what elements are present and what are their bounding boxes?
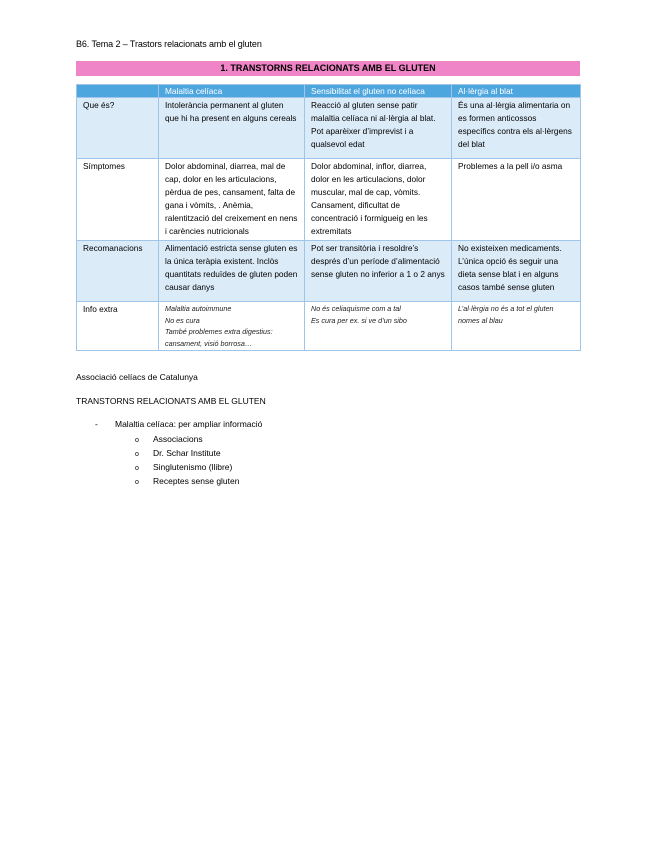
row-label: Info extra [77, 302, 159, 351]
table-row [77, 98, 581, 159]
column-header: Sensibilitat el gluten no celíaca [305, 85, 452, 98]
table-cell: Alimentació estricta sense gluten es la única teràpia existent. Inclòs quantitats reduïdes de gluten poden causar danys [159, 241, 305, 302]
sub-list-item [135, 474, 239, 488]
bullet-marker: o [135, 451, 139, 458]
bullet-marker: o [135, 465, 139, 472]
row-label: Símptomes [77, 159, 159, 241]
table-cell: És una al·lèrgia alimentaria on es formen anticossos específics contra els al·lèrgens del blat [452, 98, 581, 159]
column-header: Al·lèrgia al blat [452, 85, 581, 98]
table-cell: Malaltia autoimmune No es cura També problemes extra digestius: cansament, visió borrosa… [159, 302, 305, 351]
sub-list-item-text: Dr. Schar Institute [153, 448, 221, 458]
bullet-marker: o [135, 479, 139, 486]
table-cell: No és celiaquisme com a tal Es cura per ex. si ve d’un sibo [305, 302, 452, 351]
document-header: B6. Tema 2 – Trastors relacionats amb el gluten [76, 39, 262, 49]
row-label: Que és? [77, 98, 159, 159]
sub-list [135, 432, 239, 488]
sub-list-item [135, 432, 239, 446]
column-header: Malaltia celíaca [159, 85, 305, 98]
table-cell: Reacció al gluten sense patir malaltia celíaca ni al·lèrgia al blat. Pot aparèixer d’imprevist i a qualsevol edat [305, 98, 452, 159]
list-item [95, 419, 262, 429]
list-item-text: Malaltia celíaca: per ampliar informació [115, 419, 263, 429]
table-cell: No existeixen medicaments. L’única opció és seguir una dieta sense blat i en alguns casos també sense gluten [452, 241, 581, 302]
sub-list-item [135, 460, 239, 474]
sub-list-item [135, 446, 239, 460]
table-cell: Dolor abdominal, inflor, diarrea, dolor en les articulacions, dolor muscular, mal de cap, vòmits. Cansament, dificultat de concentració i formigueig en les extremitats [305, 159, 452, 241]
source-note: Associació celíacs de Catalunya [76, 372, 198, 382]
bullet-marker: o [135, 437, 139, 444]
gluten-disorders-table [76, 84, 581, 351]
sub-list-item-text: Singlutenismo (llibre) [153, 462, 233, 472]
table-cell: Pot ser transitòria i resoldre’s després d’un període d’alimentació sense gluten no inferior a 1 o 2 anys [305, 241, 452, 302]
table-row [77, 159, 581, 241]
table-cell: L’al·lèrgia no és a tot el gluten nomes al blau [452, 302, 581, 351]
table-cell: Dolor abdominal, diarrea, mal de cap, dolor en les articulacions, pèrdua de pes, cansament, falta de gana i vòmits, . Anèmia, ralentització del creixement en nens i carències nutricionals [159, 159, 305, 241]
row-label: Recomanacions [77, 241, 159, 302]
table-header-row [77, 85, 581, 98]
dash-marker: - [95, 419, 98, 429]
column-header [77, 85, 159, 98]
table-cell: Intolerància permanent al gluten que hi ha present en alguns cereals [159, 98, 305, 159]
section-banner: 1. TRANSTORNS RELACIONATS AMB EL GLUTEN [76, 61, 580, 76]
table-row [77, 302, 581, 351]
table-row [77, 241, 581, 302]
section-title: TRANSTORNS RELACIONATS AMB EL GLUTEN [76, 396, 266, 406]
sub-list-item-text: Associacions [153, 434, 203, 444]
sub-list-item-text: Receptes sense gluten [153, 476, 240, 486]
table-cell: Problemes a la pell i/o asma [452, 159, 581, 241]
